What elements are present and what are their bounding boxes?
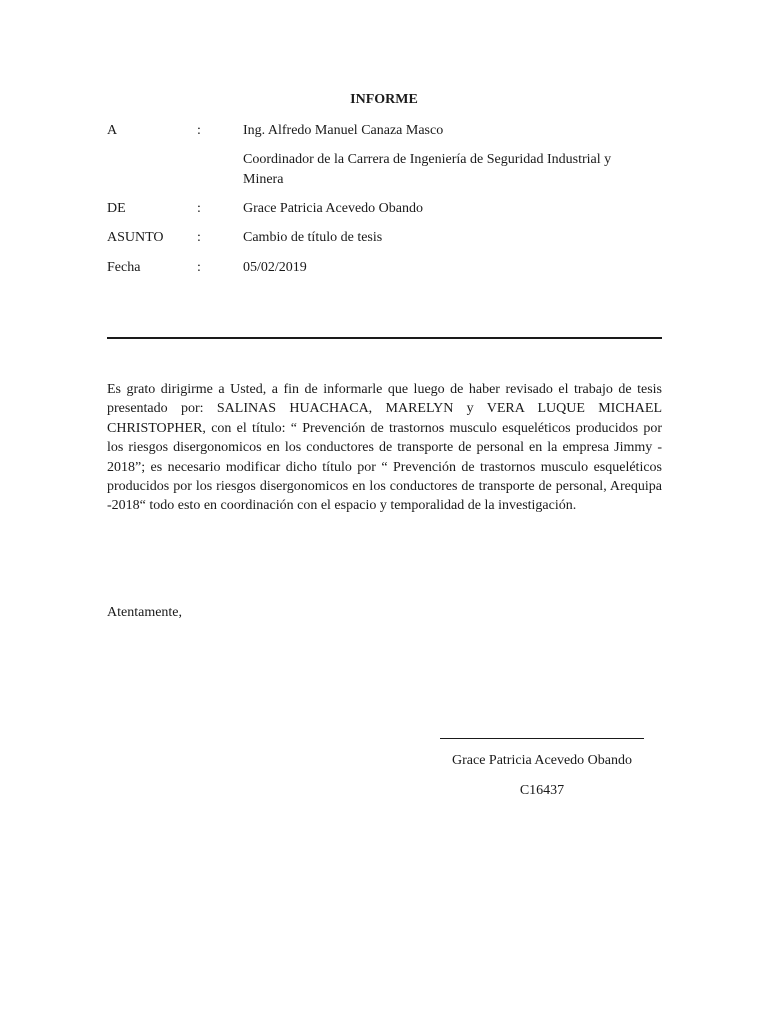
header-row-from xyxy=(107,199,667,219)
header-row-date xyxy=(107,258,667,278)
closing-text: Atentamente, xyxy=(107,605,183,620)
signature-code: C16437 xyxy=(519,783,565,798)
date-value: 05/02/2019 xyxy=(243,260,307,275)
header-row-subject xyxy=(107,228,667,248)
header-row-to-role xyxy=(107,150,667,190)
to-name: Ing. Alfredo Manuel Canaza Masco xyxy=(243,123,444,138)
subject-colon: : xyxy=(197,230,201,245)
to-role: Coordinador de la Carrera de Ingeniería de Seguridad Industrial y Minera xyxy=(243,152,612,187)
from-name: Grace Patricia Acevedo Obando xyxy=(243,201,423,216)
signature-name: Grace Patricia Acevedo Obando xyxy=(452,753,632,768)
subject-label: ASUNTO xyxy=(107,230,164,245)
signature-line xyxy=(440,738,644,739)
date-label: Fecha xyxy=(107,260,141,275)
from-colon: : xyxy=(197,201,201,216)
from-label: DE xyxy=(107,201,126,216)
header-divider xyxy=(107,337,662,339)
to-colon: : xyxy=(197,123,201,138)
body-paragraph: Es grato dirigirme a Usted, a fin de informarle que luego de haber revisado el trabajo de tesis presentado por: SALINAS HUACHACA, MARELYN y VERA LUQUE MICHAEL CHRISTOPHER, con el título: “ Prevención de trastornos musculo esqueléticos producidos por los riesgos disergonomicos en los conductores de transporte de personal en la empresa Jimmy - 2018”; es necesario modificar dicho título por “ Prevención de trastornos musculo esqueléticos producidos por los riesgos disergonomicos en los conductores de transporte de personal, Arequipa -2018“ todo esto en coordinación con el espacio y temporalidad de la investigación. xyxy=(107,382,662,514)
document-title: INFORME xyxy=(350,92,418,107)
to-label: A xyxy=(107,123,118,138)
header-row-to xyxy=(107,121,667,141)
subject-value: Cambio de título de tesis xyxy=(243,230,383,245)
date-colon: : xyxy=(197,260,201,275)
